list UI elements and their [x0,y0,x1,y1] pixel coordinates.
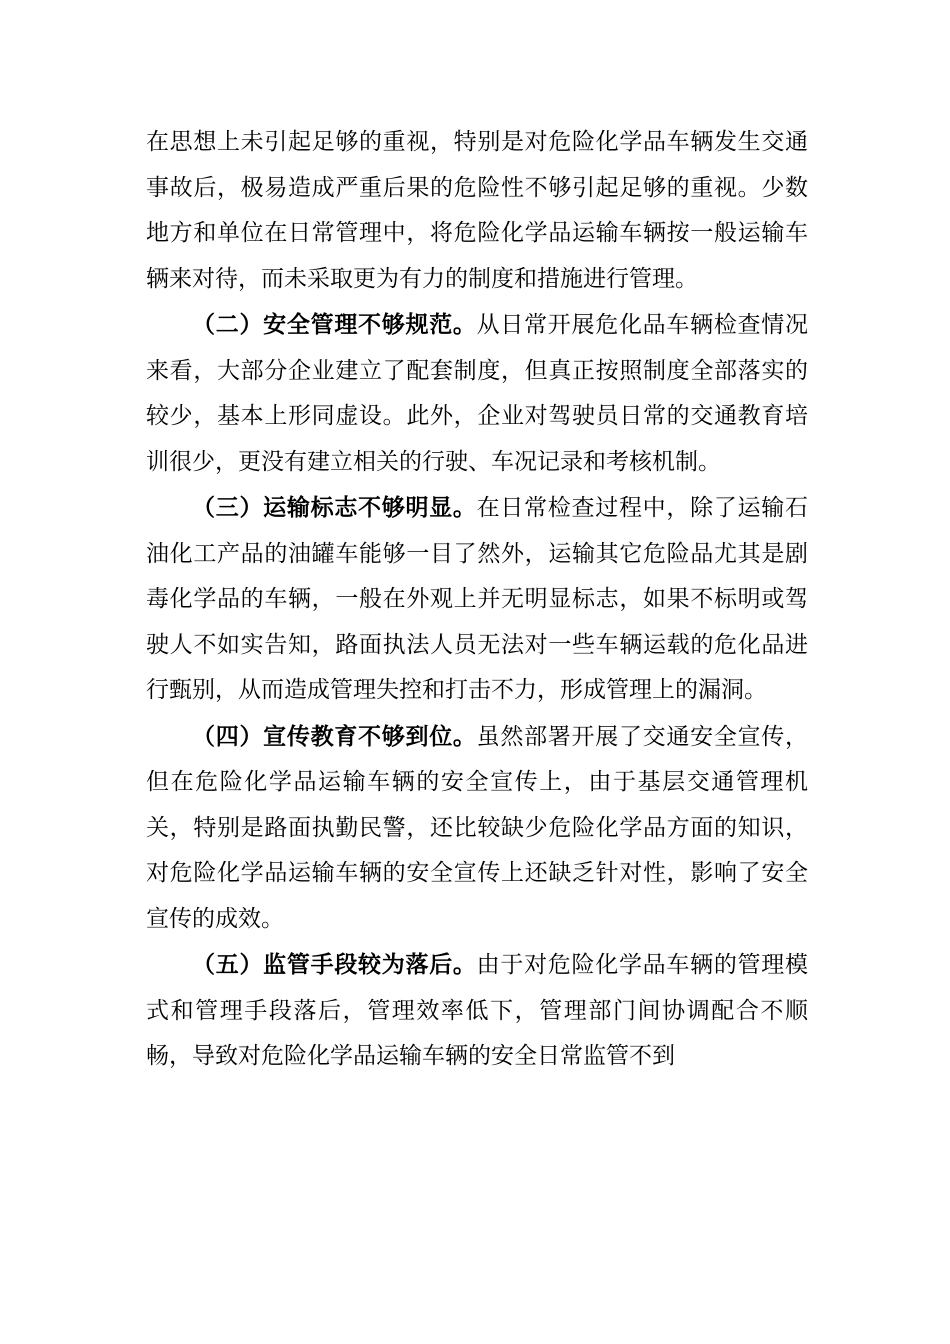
paragraph-body: 由于对危险化学品车辆的管理模式和管理手段落后，管理效率低下，管理部门间协调配合不顺畅，导致对危险化学品运输车辆的安全日常监管不到 [146,952,809,1069]
paragraph-continuation [146,120,808,302]
paragraph-body: 在思想上未引起足够的重视，特别是对危险化学品车辆发生交通事故后，极易造成严重后果的危险性不够引起足够的重视。少数地方和单位在日常管理中，将危险化学品运输车辆按一般运输车辆来对待，而未采取更为有力的制度和措施进行管理。 [146,129,808,292]
section-heading: （五）监管手段较为落后。 [192,951,477,978]
section-heading: （三）运输标志不够明显。 [192,494,477,521]
paragraph-body: 虽然部署开展了交通安全宣传，但在危险化学品运输车辆的安全宣传上，由于基层交通管理机关，特别是路面执勤民警，还比较缺少危险化学品方面的知识，对危险化学品运输车辆的安全宣传上还缺乏针对性，影响了安全宣传的成效。 [146,723,809,932]
paragraph-section-4 [146,714,808,943]
paragraph-body: 从日常开展危化品车辆检查情况来看，大部分企业建立了配套制度，但真正按照制度全部落实的较少，基本上形同虚设。此外，企业对驾驶员日常的交通教育培训很少，更没有建立相关的行驶、车况记录和考核机制。 [146,312,809,475]
document-page [146,120,808,1080]
paragraph-section-2 [146,302,808,485]
section-heading: （四）宣传教育不够到位。 [192,722,477,750]
paragraph-section-5 [146,942,808,1080]
section-heading: （二）安全管理不够规范。 [192,311,477,338]
paragraph-section-3 [146,485,808,714]
paragraph-body: 在日常检查过程中，除了运输石油化工产品的油罐车能够一目了然外，运输其它危险品尤其是剧毒化学品的车辆，一般在外观上并无明显标志，如果不标明或驾驶人不如实告知，路面执法人员无法对一些车辆运载的危化品进行甄别，从而造成管理失控和打击不力，形成管理上的漏洞。 [146,495,809,703]
